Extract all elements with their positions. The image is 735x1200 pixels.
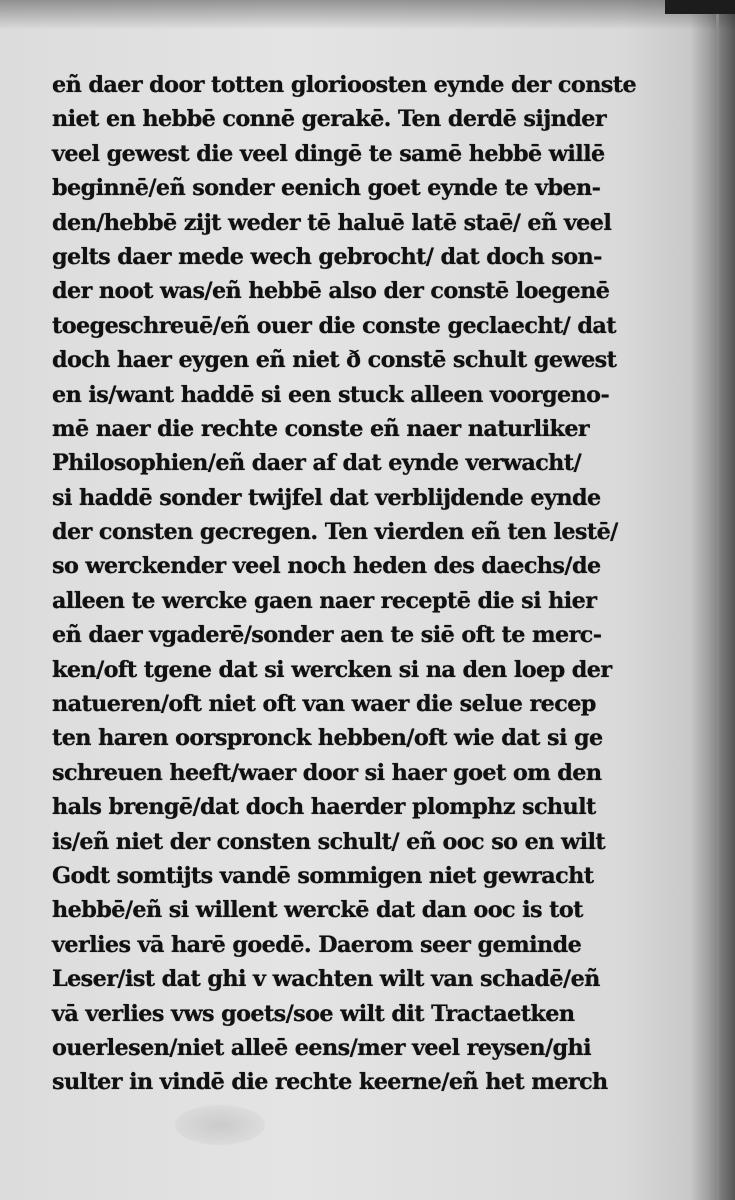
text-line: en is/want haddē si een stuck alleen voorgeno- (52, 381, 610, 408)
dark-corner (665, 0, 735, 14)
top-shadow (0, 0, 735, 30)
text-line: vā verlies vws goets/soe wilt dit Tractaetken (52, 1000, 575, 1027)
text-line: mē naer die rechte conste eñ naer naturliker (52, 415, 590, 442)
paper-stain (175, 1105, 265, 1145)
text-line: gelts daer mede wech gebrocht/ dat doch son- (52, 243, 602, 270)
text-line: verlies vā harē goedē. Daerom seer geminde (52, 931, 582, 958)
text-line: natueren/oft niet oft van waer die selue recep (52, 691, 596, 718)
text-line: Godt somtijts vandē sommigen niet gewracht (52, 862, 594, 889)
text-line: Leser/ist dat ghi v wachten wilt van schadē/eñ (52, 966, 600, 993)
text-line: ouerlesen/niet alleē eens/mer veel reysen/ghi (52, 1034, 591, 1061)
text-line: hebbē/eñ si willent werckē dat dan ooc is tot (52, 897, 583, 924)
text-line: der consten gecregen. Ten vierden eñ ten lestē/ (52, 519, 618, 546)
text-line: ken/oft tgene dat si wercken si na den loep der (52, 656, 612, 683)
text-line: den/hebbē zijt weder tē haluē latē staē/ eñ veel (52, 209, 612, 236)
text-line: hals brengē/dat doch haerder plomphz schult (52, 794, 596, 821)
text-line: eñ daer vgaderē/sonder aen te siē oft te merc- (52, 622, 602, 649)
text-line: eñ daer door totten glorioosten eynde der conste (52, 72, 637, 98)
text-block (52, 68, 672, 1100)
text-line: alleen te wercke gaen naer receptē die si hier (52, 587, 597, 614)
text-line: is/eñ niet der consten schult/ eñ ooc so en wilt (52, 828, 606, 855)
text-line: doch haer eygen eñ niet ð constē schult gewest (52, 347, 617, 374)
text-line: Philosophien/eñ daer af dat eynde verwacht/ (52, 450, 582, 477)
book-gutter (690, 0, 735, 1200)
text-line: toegeschreuē/eñ ouer die conste geclaecht/ dat (52, 312, 616, 339)
text-line: beginnē/eñ sonder eenich goet eynde te vben- (52, 175, 601, 202)
text-line: si haddē sonder twijfel dat verblijdende eynde (52, 484, 601, 511)
text-line: sulter in vindē die rechte keerne/eñ het merch (52, 1069, 608, 1096)
text-line: veel gewest die veel dingē te samē hebbē willē (52, 140, 605, 167)
text-line: der noot was/eñ hebbē also der constē loegenē (52, 278, 610, 305)
text-line: ten haren oorspronck hebben/oft wie dat si ge (52, 725, 603, 752)
text-line: so werckender veel noch heden des daechs/de (52, 553, 601, 580)
text-line: niet en hebbē connē gerakē. Ten derdē sijnder (52, 106, 607, 133)
text-line: schreuen heeft/waer door si haer goet om den (52, 759, 602, 786)
page-edge (716, 0, 719, 1200)
